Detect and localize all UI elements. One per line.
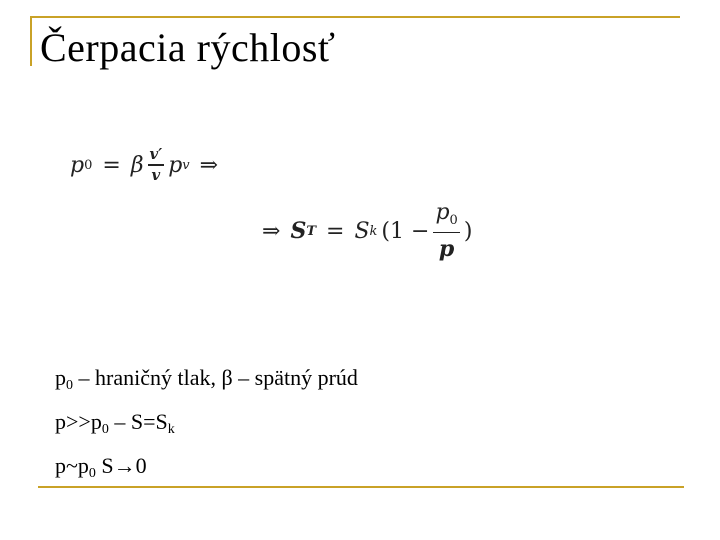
eq2-fraction-denominator: p	[438, 236, 455, 263]
definition-line-2	[55, 404, 358, 448]
eq1-beta: β	[130, 152, 144, 178]
slide-title: Čerpacia rýchlosť	[40, 25, 336, 70]
definition-line-1	[55, 360, 358, 404]
definitions-list	[55, 360, 358, 492]
eq2-Sk: S	[354, 218, 370, 244]
eq2-fraction-numerator	[433, 199, 459, 228]
line1-subscript: 0	[66, 378, 73, 393]
equation-pressure	[70, 140, 228, 190]
line1-text: – hraničný tlak, β – spätný prúd	[73, 365, 358, 390]
line3-pre: p~p	[55, 453, 89, 478]
eq2-Sk-subscript: k	[369, 223, 378, 239]
eq2-equals: =	[326, 218, 345, 244]
eq1-fraction	[148, 147, 165, 183]
line2-mid: – S=S	[108, 409, 168, 434]
eq2-implies-arrow: ⇒	[262, 218, 281, 244]
eq2-close-paren: )	[463, 218, 473, 244]
eq1-fraction-denominator: v	[151, 165, 161, 184]
eq1-equals: =	[102, 152, 121, 178]
line3-subscript: 0	[88, 466, 96, 481]
definition-line-3	[55, 448, 358, 492]
eq1-pv: p	[168, 152, 183, 178]
eq1-fraction-numerator: v′	[149, 145, 163, 164]
eq2-num-p: p	[435, 199, 450, 225]
eq1-pv-subscript: v	[182, 157, 190, 173]
eq2-fraction-bar	[433, 232, 459, 234]
line2-subscript-k: k	[167, 422, 175, 437]
equation-pumping-speed	[262, 196, 472, 266]
left-rule	[30, 16, 32, 66]
eq2-num-subscript: 0	[449, 212, 458, 228]
eq2-open-paren: (1 −	[381, 218, 430, 244]
eq1-implies-arrow: ⇒	[199, 152, 219, 178]
eq2-S-subscript: T	[306, 223, 317, 239]
line2-subscript: 0	[101, 422, 109, 437]
top-rule	[30, 16, 680, 18]
eq2-fraction	[433, 199, 459, 263]
eq1-p-subscript: 0	[84, 157, 93, 173]
eq1-p: p	[70, 152, 85, 178]
eq2-S: S	[290, 218, 307, 244]
line3-text: S→0	[95, 453, 147, 478]
line1-p: p	[55, 365, 66, 390]
line2-pre: p>>p	[55, 409, 102, 434]
